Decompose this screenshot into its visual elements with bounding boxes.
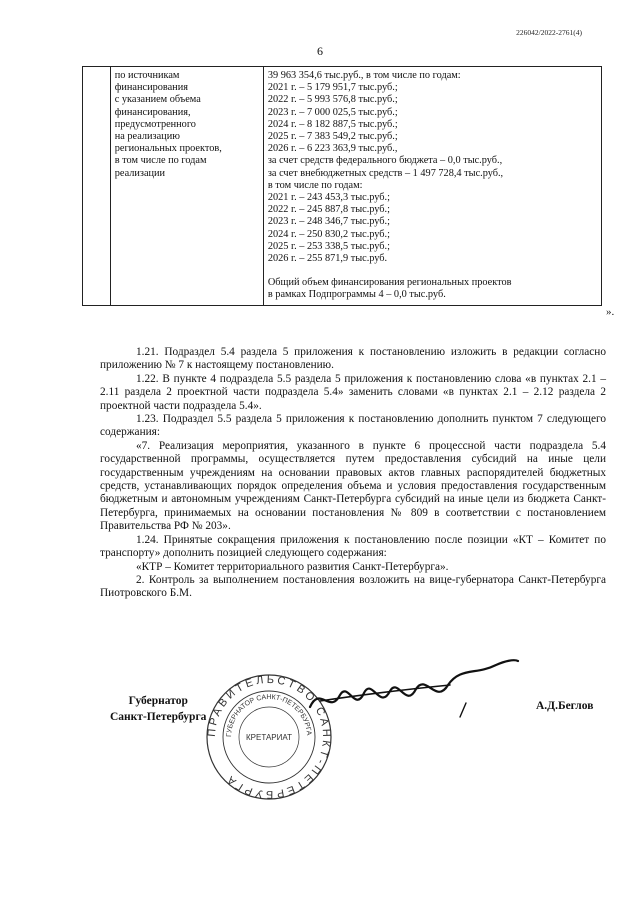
value-line: 39 963 354,6 тыс.руб., в том числе по годам:: [267, 70, 461, 81]
document-number: 226042/2022-2761(4): [516, 28, 582, 37]
document-body: [100, 346, 606, 601]
signature-underline: [320, 685, 450, 701]
paragraph: 1.23. Подраздел 5.5 раздела 5 приложения к постановлению дополнить пунктом 7 следующего содержания:: [100, 413, 606, 439]
value-line: Общий объем финансирования региональных проектов: [267, 277, 512, 289]
paragraph: 1.24. Принятые сокращения приложения к постановлению после позиции «КТ – Комитет по транспорту» дополнить позицией следующего содержания:: [100, 533, 606, 560]
label-line: финансирования,: [114, 106, 191, 118]
table-row: [83, 67, 602, 306]
signature-tick: [460, 703, 466, 717]
paragraph: «КТР – Комитет территориального развития Санкт-Петербурга».: [136, 560, 449, 573]
value-line: 2021 г. – 5 179 951,7 тыс.руб.;: [267, 82, 398, 94]
value-line: 2022 г. – 5 993 576,8 тыс.руб.;: [267, 94, 398, 106]
table-cell-label: [110, 67, 263, 306]
paragraph: 1.21. Подраздел 5.4 раздела 5 приложения к постановлению изложить в редакции согласно приложению № 7 к настоящему постановлению.: [100, 346, 606, 372]
value-line: 2023 г. – 7 000 025,5 тыс.руб.;: [267, 106, 398, 118]
value-line: за счет внебюджетных средств – 1 497 728,4 тыс.руб.,: [267, 167, 504, 179]
closing-quote: ».: [606, 306, 615, 318]
position-line: Губернатор: [128, 695, 188, 707]
label-line: реализации: [114, 167, 166, 179]
label-line: в том числе по годам: [114, 155, 207, 167]
value-line: 2023 г. – 248 346,7 тыс.руб.;: [267, 216, 390, 228]
value-line: 2024 г. – 8 182 887,5 тыс.руб.;: [267, 118, 398, 130]
table-cell-empty: [83, 67, 111, 306]
spacer: [268, 265, 597, 277]
seal-ring-text: ПРАВИТЕЛЬСТВО САНКТ-ПЕТЕРБУРГА: [205, 673, 333, 801]
financing-table: [82, 66, 602, 306]
paragraph: «7. Реализация мероприятия, указанного в пункте 6 процессной части подраздела 5.4 государственной программы, осуществляется путем предоставления субсидий на иные цели государственным учреждениям на основании правовых актов главных распорядителей бюджетных средств, устанавливающих порядок определения объема и условия предоставления государственным бюджетным и автономным учреждениям Санкт-Петербурга субсидий на иные цели из бюджета Санкт-Петербурга, принимаемых на основании постановления № 809 в соответствии с постановлением Правительства РФ № 203».: [100, 439, 606, 533]
value-line: 2025 г. – 7 383 549,2 тыс.руб.;: [267, 131, 398, 143]
table-cell-values: [263, 67, 601, 306]
value-line: 2022 г. – 245 887,8 тыс.руб.;: [267, 204, 390, 216]
label-line: с указанием объема: [114, 94, 201, 106]
seal-center-text: КРЕТАРИАТ: [246, 733, 292, 742]
page-number: 6: [317, 44, 323, 58]
label-line: региональных проектов,: [114, 143, 222, 155]
paragraph: 1.22. В пункте 4 подраздела 5.5 раздела 5 приложения к постановлению слова «в пунктах 2.1 – 2.11 раздела 2 проектной части подраздела 5.4» заменить словами «в пунктах 2.1 – 2.12 раздела 2 проектной части подраздела 5.4».: [100, 372, 606, 412]
position-line: Санкт-Петербурга: [110, 711, 207, 723]
label-line: финансирования: [114, 82, 188, 94]
signature-stroke: [310, 660, 518, 707]
seal-inner-text: ГУБЕРНАТОР САНКТ-ПЕТЕРБУРГА: [225, 693, 313, 738]
handwritten-signature: [300, 655, 520, 725]
value-line: 2021 г. – 243 453,3 тыс.руб.;: [267, 192, 390, 204]
label-line: на реализацию: [114, 131, 180, 143]
value-line: за счет средств федерального бюджета – 0,0 тыс.руб.,: [267, 155, 503, 167]
paragraph: 2. Контроль за выполнением постановления возложить на вице-губернатора Санкт-Петербурга Пиотровского Б.М.: [100, 573, 606, 600]
label-line: по источникам: [114, 70, 180, 81]
label-line: предусмотренного: [114, 118, 196, 130]
signatory-position: [110, 693, 206, 725]
value-line: 2026 г. – 6 223 363,9 тыс.руб.,: [267, 143, 398, 155]
value-line: в рамках Подпрограммы 4 – 0,0 тыс.руб.: [267, 289, 446, 301]
signatory-name: А.Д.Беглов: [536, 700, 594, 712]
value-line: 2026 г. – 255 871,9 тыс.руб.: [267, 253, 388, 265]
value-line: 2024 г. – 250 830,2 тыс.руб.;: [267, 228, 390, 240]
value-line: в том числе по годам:: [267, 179, 363, 191]
value-line: 2025 г. – 253 338,5 тыс.руб.;: [267, 240, 390, 252]
